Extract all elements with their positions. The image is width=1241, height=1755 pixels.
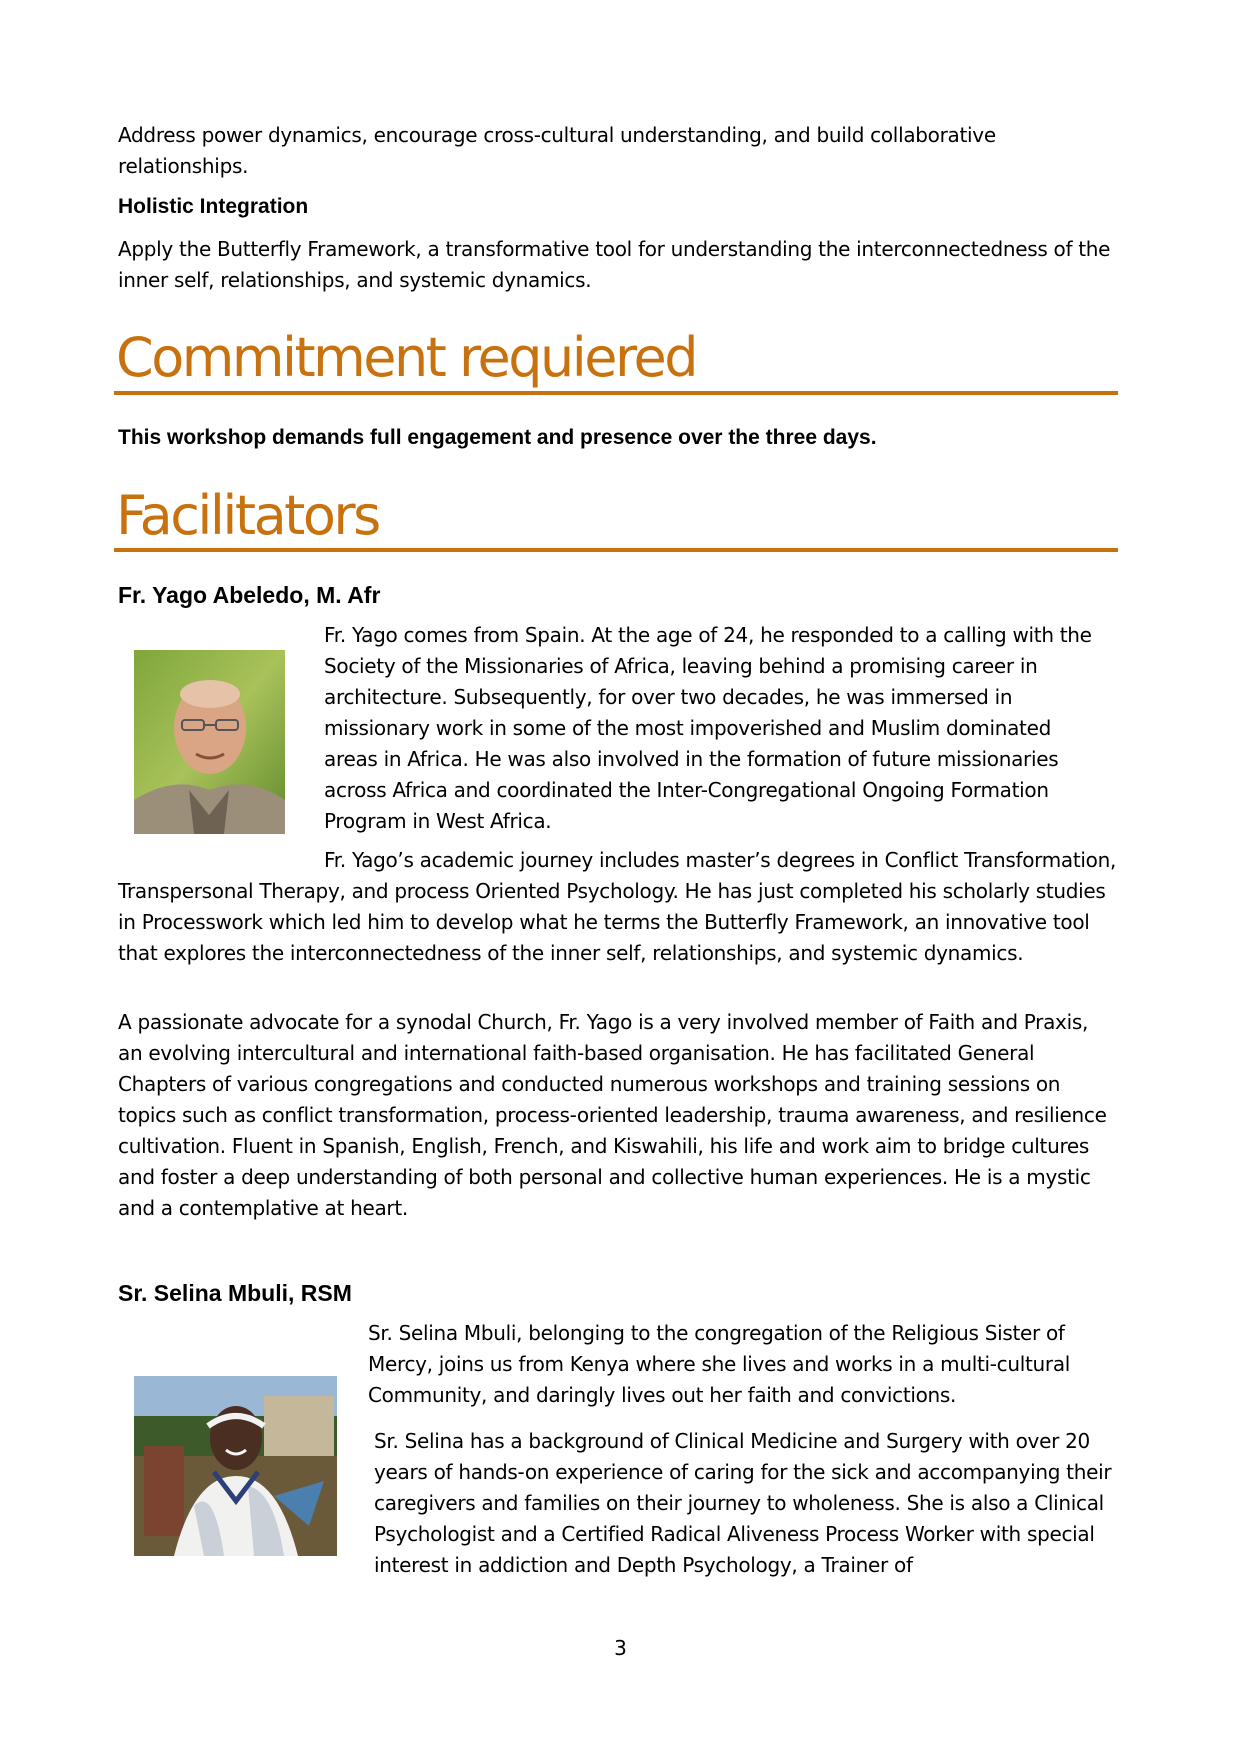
heading-rule <box>114 391 1118 395</box>
selina-bio-paragraph-1: Sr. Selina Mbuli, belonging to the congregation of the Religious Sister of Mercy, joins us from Kenya where she lives and works in a multi-cultural Community, and daringly lives out her faith and convictions. <box>368 1321 1071 1407</box>
photo-float-spacer <box>118 1318 368 1398</box>
facilitator-name-selina: Sr. Selina Mbuli, RSM <box>118 1280 352 1306</box>
yago-bio-paragraph-1: Fr. Yago comes from Spain. At the age of 24, he responded to a calling with the Society of the Missionaries of Africa, leaving behind a promising career in architecture. Subsequently, for over two decades, he was immersed in missionary work in some of the most impoverished and Muslim dominated areas in Africa. He was also involved in the formation of future missionaries across Africa and coordinated the Inter-Congregational Ongoing Formation Program in West Africa. <box>324 623 1092 833</box>
selina-bio-paragraph-1-wrap <box>118 1318 1118 1411</box>
selina-bio-paragraph-2: Sr. Selina has a background of Clinical Medicine and Surgery with over 20 years of hands-on experience of caring for the sick and accompanying their caregivers and families on their journey to wholeness. She is also a Clinical Psychologist and a Certified Radical Aliveness Process Worker with special interest in addiction and Depth Psychology, a Trainer of <box>374 1429 1112 1577</box>
intro-paragraph: Address power dynamics, encourage cross-cultural understanding, and build collaborative relationships. <box>118 123 996 178</box>
holistic-integration-text: Apply the Butterfly Framework, a transformative tool for understanding the interconnectedness of the inner self, relationships, and systemic dynamics. <box>118 237 1111 292</box>
page-number: 3 <box>614 1636 627 1660</box>
yago-portrait-photo <box>134 650 285 834</box>
facilitator-name-yago: Fr. Yago Abeledo, M. Afr <box>118 582 381 608</box>
holistic-integration-heading: Holistic Integration <box>118 195 309 218</box>
heading-rule <box>114 548 1118 552</box>
commitment-statement: This workshop demands full engagement and presence over the three days. <box>118 426 877 449</box>
yago-bio-paragraph-3: A passionate advocate for a synodal Church, Fr. Yago is a very involved member of Faith and Praxis, an evolving intercultural and international faith-based organisation. He has facilitated General Chapters of various congregations and conducted numerous workshops and training sessions on topics such as conflict transformation, process-oriented leadership, trauma awareness, and resilience cultivation. Fluent in Spanish, English, French, and Kiswahili, his life and work aim to bridge cultures and foster a deep understanding of both personal and collective human experiences. He is a mystic and a contemplative at heart. <box>118 1010 1107 1220</box>
facilitators-heading: Facilitators <box>116 484 379 547</box>
commitment-heading: Commitment requiered <box>116 326 696 389</box>
yago-bio-paragraph-2: Fr. Yago’s academic journey includes master’s degrees in Conflict Transformation, Transpersonal Therapy, and process Oriented Psychology. He has just completed his scholarly studies in Processwork which led him to develop what he terms the Butterfly Framework, an innovative tool that explores the interconnectedness of the inner self, relationships, and systemic dynamics. <box>118 848 1117 965</box>
